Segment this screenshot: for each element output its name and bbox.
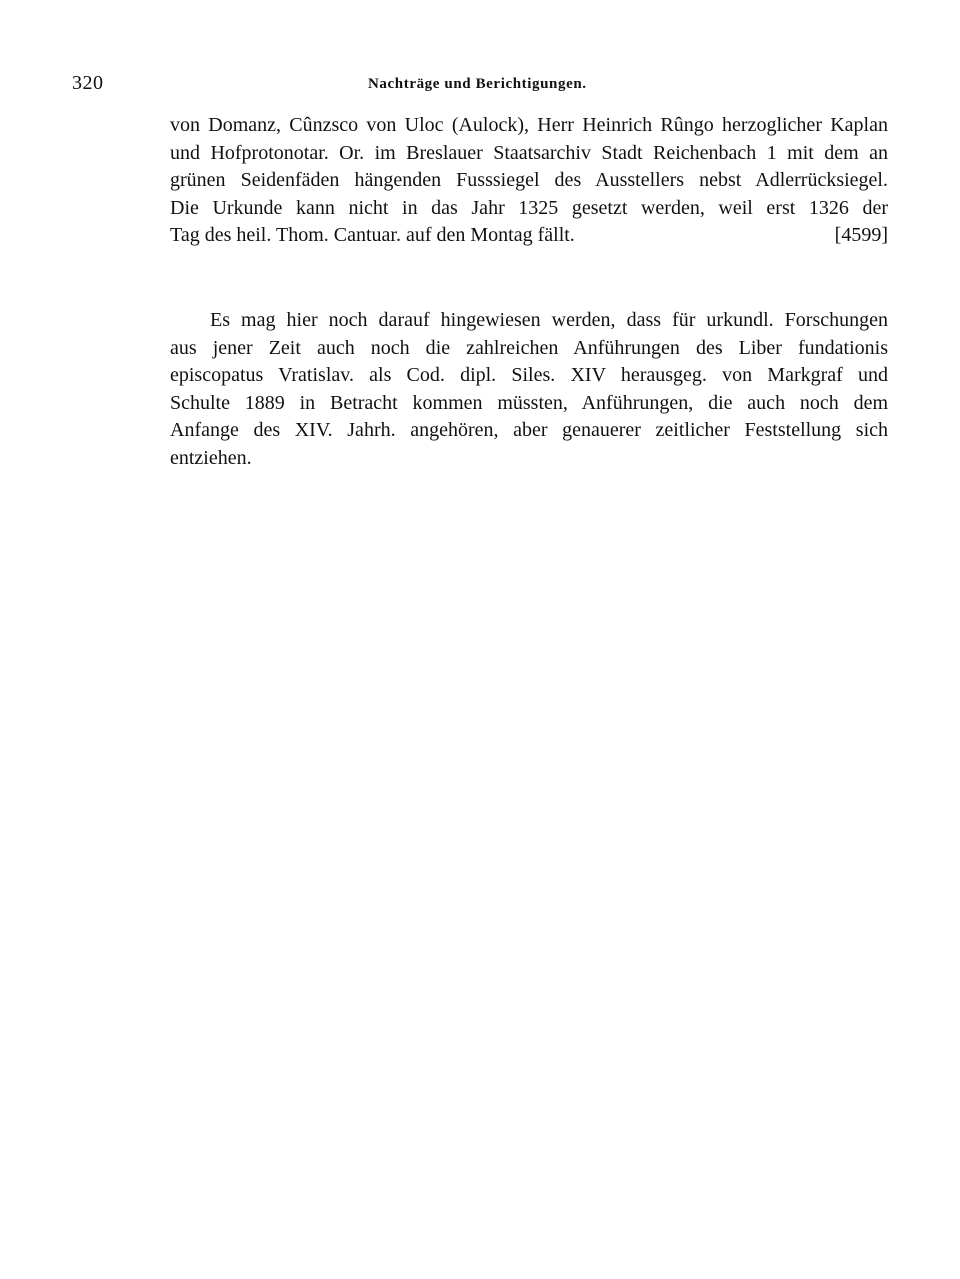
page-number: 320 [72, 72, 104, 94]
text-line: episcopatus Vratislav. als Cod. dipl. Siles. XIV herausgeg. von Markgraf und [170, 364, 888, 386]
text-line: Schulte 1889 in Betracht kommen müssten, Anführungen, die auch noch dem [170, 391, 888, 414]
running-head: Nachträge und Berichtigungen. [368, 76, 587, 92]
text-line: Es mag hier noch darauf hingewiesen werden, dass für urkundl. Forschungen [210, 309, 888, 331]
text-line-final [170, 222, 888, 250]
text-line: entziehen. [170, 446, 252, 469]
document-number: [4599] [834, 224, 888, 246]
text-line: Tag des heil. Thom. Cantuar. auf den Montag fällt. [170, 224, 575, 246]
text-line: Die Urkunde kann nicht in das Jahr 1325 gesetzt werden, weil erst 1326 der [170, 196, 888, 219]
text-line: grünen Seidenfäden hängenden Fusssiegel des Ausstellers nebst Adlerrücksiegel. [170, 169, 888, 191]
text-line: und Hofprotonotar. Or. im Breslauer Staatsarchiv Stadt Reichenbach 1 mit dem an [170, 141, 888, 164]
text-line: aus jener Zeit auch noch die zahlreichen Anführungen des Liber fundationis [170, 336, 888, 359]
paragraph-addendum [170, 307, 888, 472]
paragraph-document-note [170, 112, 888, 250]
text-line: Anfange des XIV. Jahrh. angehören, aber genauerer zeitlicher Feststellung sich [170, 419, 888, 441]
text-line: von Domanz, Cûnzsco von Uloc (Aulock), Herr Heinrich Rûngo herzoglicher Kaplan [170, 114, 888, 136]
